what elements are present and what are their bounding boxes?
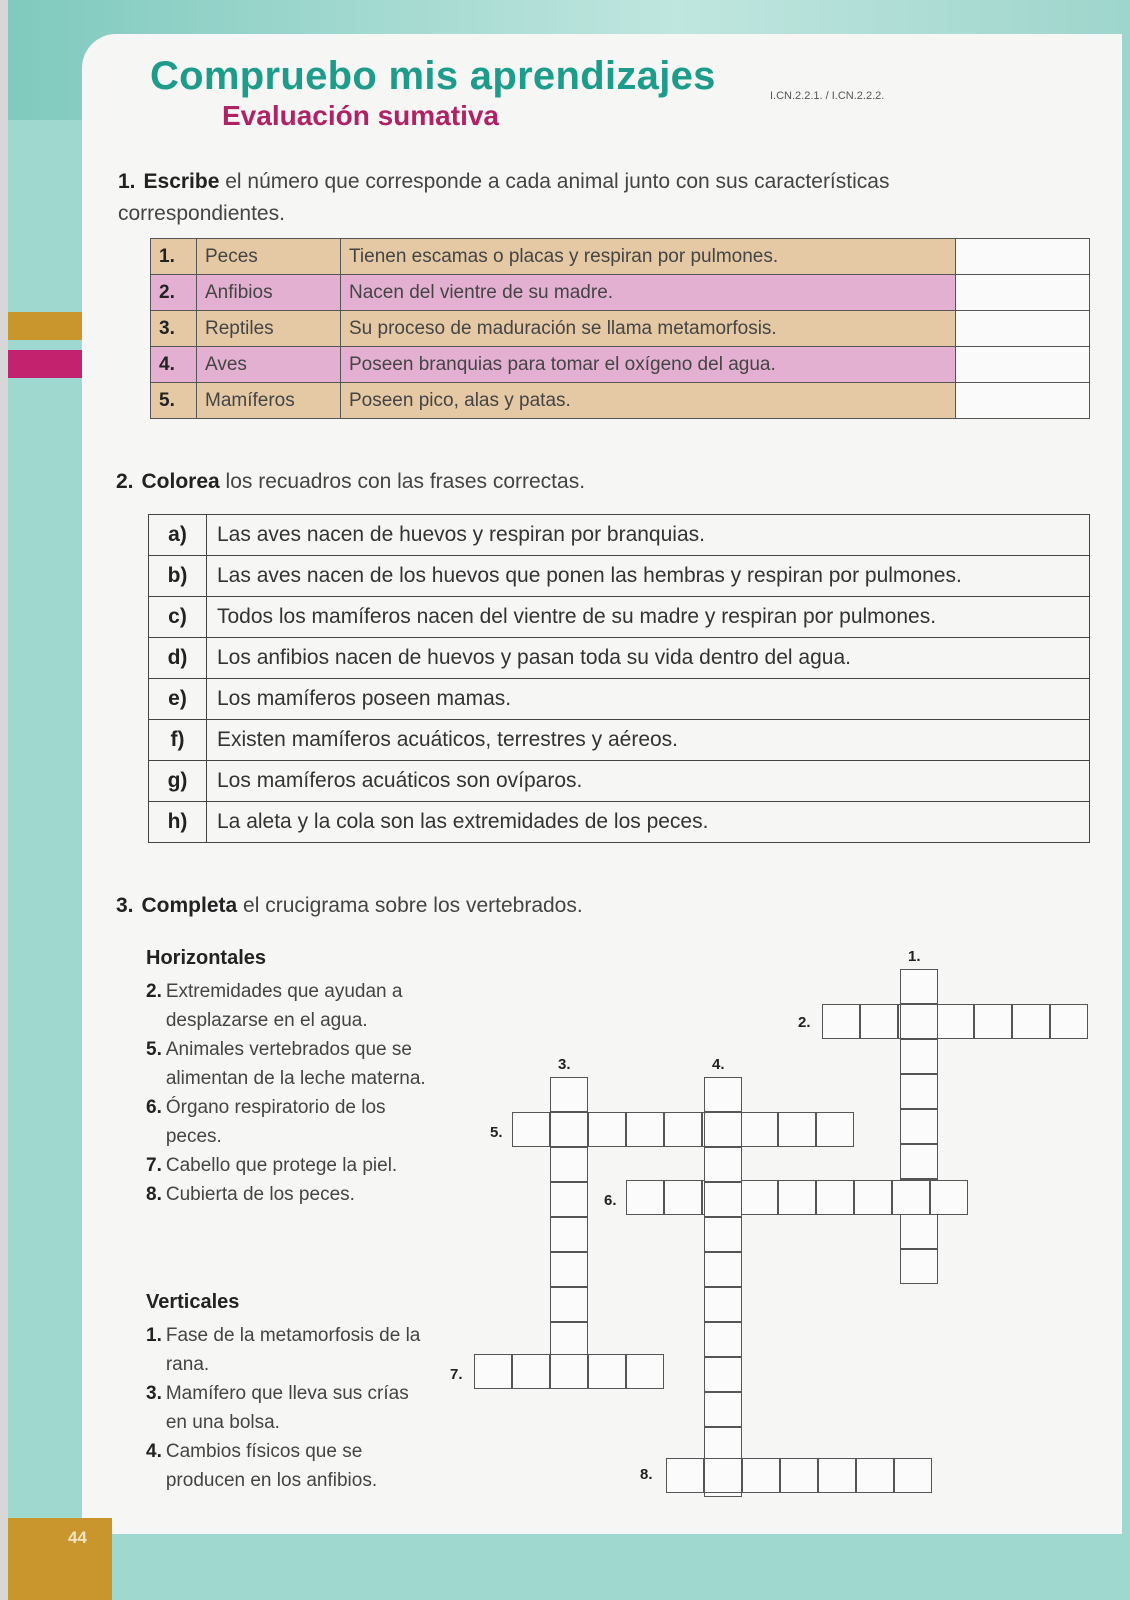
statement-letter: e) xyxy=(149,679,207,720)
clue-text: Mamífero que lleva sus crías en una bolsa. xyxy=(165,1383,409,1433)
crossword-cell[interactable] xyxy=(974,1004,1012,1039)
crossword-cell[interactable] xyxy=(742,1458,780,1493)
clue-text: Fase de la metamorfosis de la rana. xyxy=(165,1325,421,1375)
clue-number: 4. xyxy=(146,1441,162,1462)
question-number: 3. xyxy=(116,894,134,917)
crossword-cell[interactable] xyxy=(550,1147,588,1182)
page-subtitle: Evaluación sumativa xyxy=(222,100,500,131)
row-number: 3. xyxy=(151,311,197,347)
clue-number: 6. xyxy=(146,1097,162,1118)
statement-text[interactable]: Los anfibios nacen de huevos y pasan toda su vida dentro del agua. xyxy=(207,638,1090,679)
statement-text[interactable]: Las aves nacen de los huevos que ponen las hembras y respiran por pulmones. xyxy=(207,556,1090,597)
grid-label-7: 7. xyxy=(450,1366,463,1383)
statement-letter: g) xyxy=(149,761,207,802)
clue-number: 8. xyxy=(146,1184,162,1205)
clue-number: 3. xyxy=(146,1383,162,1404)
clue-text: Animales vertebrados que se alimentan de la leche materna. xyxy=(165,1039,426,1089)
crossword-cell[interactable] xyxy=(778,1112,816,1147)
grid-label-6: 6. xyxy=(604,1192,617,1209)
crossword-cell[interactable] xyxy=(550,1182,588,1217)
characteristic: Poseen branquias para tomar el oxígeno del agua. xyxy=(341,347,956,383)
crossword-cell[interactable] xyxy=(474,1354,512,1389)
animal-name: Reptiles xyxy=(197,311,341,347)
question-verb: Escribe xyxy=(143,170,220,193)
crossword-cell[interactable] xyxy=(512,1354,550,1389)
row-number: 1. xyxy=(151,239,197,275)
crossword-cell[interactable] xyxy=(894,1458,932,1493)
statement-letter: a) xyxy=(149,515,207,556)
characteristic: Poseen pico, alas y patas. xyxy=(341,383,956,419)
statement-text[interactable]: Las aves nacen de huevos y respiran por branquias. xyxy=(207,515,1090,556)
grid-label-8: 8. xyxy=(640,1466,653,1483)
crossword-cell[interactable] xyxy=(1012,1004,1050,1039)
crossword-cell[interactable] xyxy=(664,1180,702,1215)
statement-text[interactable]: Los mamíferos poseen mamas. xyxy=(207,679,1090,720)
grid-label-4: 4. xyxy=(712,1056,725,1073)
crossword-cell[interactable] xyxy=(550,1322,588,1357)
question-number: 1. xyxy=(118,170,136,193)
question-text: los recuadros con las frases correctas. xyxy=(225,470,586,493)
crossword-cell[interactable] xyxy=(740,1180,778,1215)
statement-letter: f) xyxy=(149,720,207,761)
clue-number: 7. xyxy=(146,1155,162,1176)
crossword-cell[interactable] xyxy=(930,1180,968,1215)
row-number: 4. xyxy=(151,347,197,383)
clue-text: Extremidades que ayudan a desplazarse en el agua. xyxy=(165,981,403,1031)
statement-letter: b) xyxy=(149,556,207,597)
clue-text: Cubierta de los peces. xyxy=(165,1184,355,1205)
crossword-cell[interactable] xyxy=(818,1458,856,1493)
clue-text: Órgano respiratorio de los peces. xyxy=(165,1097,386,1147)
statement-text[interactable]: Los mamíferos acuáticos son ovíparos. xyxy=(207,761,1090,802)
crossword-cell[interactable] xyxy=(704,1357,742,1392)
question-verb: Colorea xyxy=(141,470,220,493)
animal-name: Mamíferos xyxy=(197,383,341,419)
crossword-cell[interactable] xyxy=(854,1180,892,1215)
crossword-cell[interactable] xyxy=(900,1074,938,1109)
question-verb: Completa xyxy=(141,894,238,917)
vertical-heading: Verticales xyxy=(146,1291,240,1313)
clue-number: 5. xyxy=(146,1039,162,1060)
crossword-cell[interactable] xyxy=(550,1354,588,1389)
clue-number: 1. xyxy=(146,1325,162,1346)
crossword-cell[interactable] xyxy=(704,1112,742,1147)
crossword-cell[interactable] xyxy=(704,1252,742,1287)
crossword-cell[interactable] xyxy=(664,1112,702,1147)
animal-name: Aves xyxy=(197,347,341,383)
crossword-cell[interactable] xyxy=(860,1004,898,1039)
crossword-cell[interactable] xyxy=(816,1112,854,1147)
statement-text[interactable]: Todos los mamíferos nacen del vientre de su madre y respiran por pulmones. xyxy=(207,597,1090,638)
crossword-cell[interactable] xyxy=(778,1180,816,1215)
crossword-cell[interactable] xyxy=(900,1109,938,1144)
crossword-cell[interactable] xyxy=(588,1354,626,1389)
crossword-cell[interactable] xyxy=(626,1112,664,1147)
crossword-cell[interactable] xyxy=(704,1217,742,1252)
crossword-cell[interactable] xyxy=(816,1180,854,1215)
grid-label-5: 5. xyxy=(490,1124,503,1141)
grid-label-1: 1. xyxy=(908,948,921,965)
crossword-cell[interactable] xyxy=(704,1182,742,1217)
grid-label-2: 2. xyxy=(798,1014,811,1031)
crossword-cell[interactable] xyxy=(1050,1004,1088,1039)
crossword-cell[interactable] xyxy=(550,1077,588,1112)
row-number: 5. xyxy=(151,383,197,419)
crossword-cell[interactable] xyxy=(626,1354,664,1389)
crossword-cell[interactable] xyxy=(626,1180,664,1215)
characteristic: Su proceso de maduración se llama metamorfosis. xyxy=(341,311,956,347)
crossword-cell[interactable] xyxy=(704,1077,742,1112)
crossword-cell[interactable] xyxy=(900,1004,938,1039)
crossword-cell[interactable] xyxy=(550,1287,588,1322)
clue-number: 2. xyxy=(146,981,162,1002)
question-text: el número que corresponde a cada animal junto con sus características correspondientes. xyxy=(118,170,890,225)
crossword-cell[interactable] xyxy=(900,969,938,1004)
crossword-cell[interactable] xyxy=(900,1039,938,1074)
crossword-cell[interactable] xyxy=(704,1322,742,1357)
crossword-cell[interactable] xyxy=(822,1004,860,1039)
crossword-cell[interactable] xyxy=(892,1180,930,1215)
indicator-code: I.CN.2.2.1. / I.CN.2.2.2. xyxy=(770,90,885,102)
crossword-cell[interactable] xyxy=(666,1458,704,1493)
question-number: 2. xyxy=(116,470,134,493)
crossword-cell[interactable] xyxy=(704,1458,742,1493)
crossword-cell[interactable] xyxy=(550,1217,588,1252)
characteristic: Nacen del vientre de su madre. xyxy=(341,275,956,311)
crossword-cell[interactable] xyxy=(900,1214,938,1249)
crossword-cell[interactable] xyxy=(704,1427,742,1462)
statement-text[interactable]: La aleta y la cola son las extremidades de los peces. xyxy=(207,802,1090,843)
statement-letter: h) xyxy=(149,802,207,843)
statement-letter: d) xyxy=(149,638,207,679)
crossword-cell[interactable] xyxy=(588,1112,626,1147)
crossword-cell[interactable] xyxy=(550,1252,588,1287)
horizontal-heading: Horizontales xyxy=(146,947,267,969)
crossword-cell[interactable] xyxy=(704,1392,742,1427)
row-number: 2. xyxy=(151,275,197,311)
crossword-cell[interactable] xyxy=(900,1249,938,1284)
characteristic: Tienen escamas o placas y respiran por pulmones. xyxy=(341,239,956,275)
grid-label-3: 3. xyxy=(558,1056,571,1073)
crossword-cell[interactable] xyxy=(780,1458,818,1493)
clue-text: Cambios físicos que se producen en los anfibios. xyxy=(165,1441,378,1491)
page-title: Compruebo mis aprendizajes xyxy=(150,54,716,98)
crossword-cell[interactable] xyxy=(900,1144,938,1179)
crossword-cell[interactable] xyxy=(704,1147,742,1182)
animal-name: Peces xyxy=(197,239,341,275)
crossword-cell[interactable] xyxy=(550,1112,588,1147)
clue-text: Cabello que protege la piel. xyxy=(165,1155,398,1176)
animal-name: Anfibios xyxy=(197,275,341,311)
crossword-cell[interactable] xyxy=(512,1112,550,1147)
crossword-cell[interactable] xyxy=(856,1458,894,1493)
crossword-cell[interactable] xyxy=(936,1004,974,1039)
statement-letter: c) xyxy=(149,597,207,638)
page-number: 44 xyxy=(68,1528,87,1547)
crossword-cell[interactable] xyxy=(704,1287,742,1322)
statement-text[interactable]: Existen mamíferos acuáticos, terrestres y aéreos. xyxy=(207,720,1090,761)
crossword-cell[interactable] xyxy=(740,1112,778,1147)
question-text: el crucigrama sobre los vertebrados. xyxy=(243,894,583,917)
